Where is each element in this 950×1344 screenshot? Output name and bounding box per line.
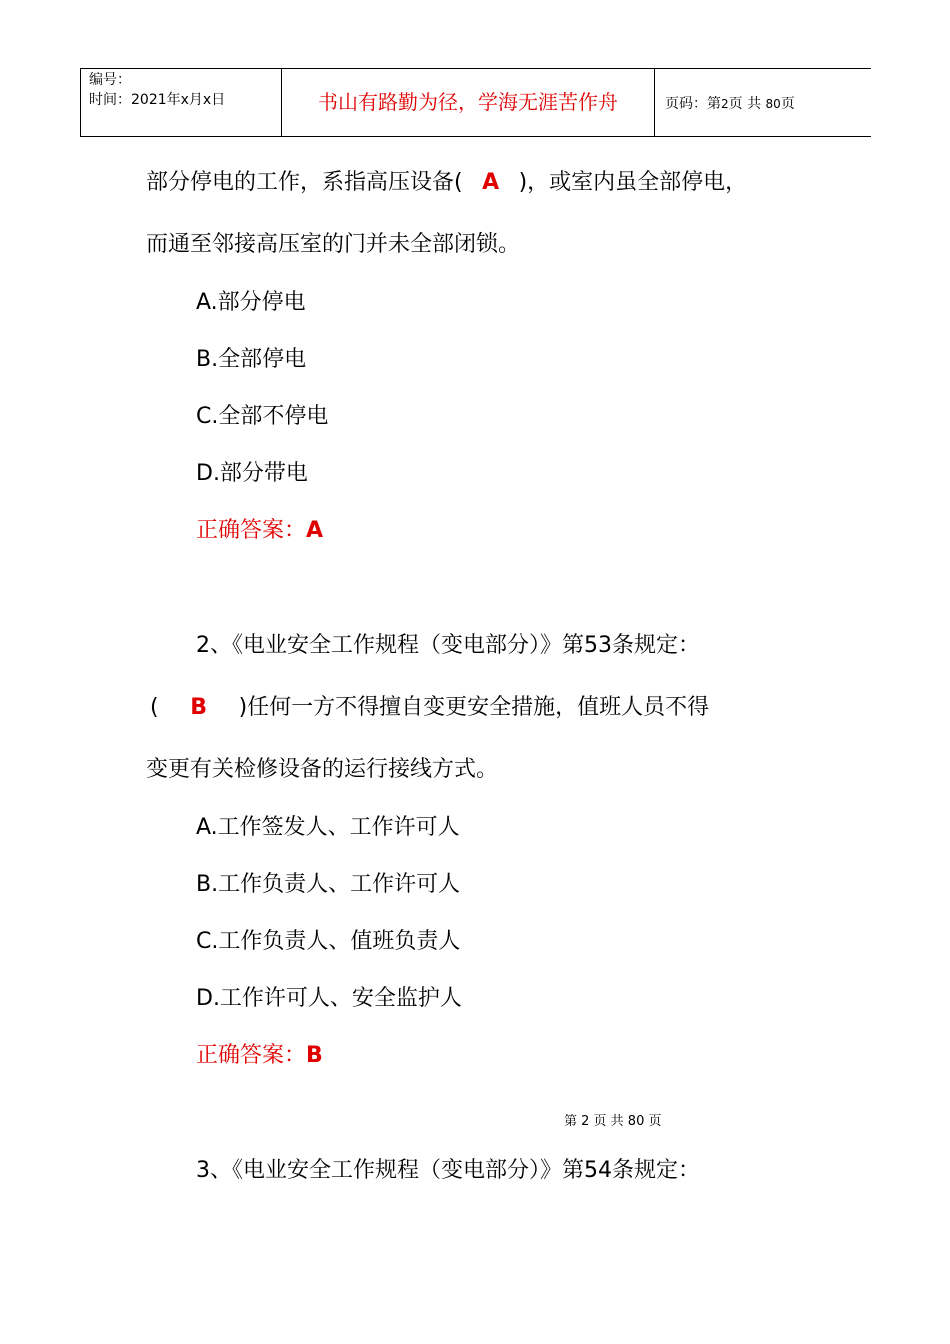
q2-answer-label: 正确答案：	[196, 1043, 307, 1068]
q2-option-a: A.工作签发人、工作许可人	[196, 815, 460, 840]
q2-correct-answer	[196, 1041, 323, 1071]
q1-blank-answer: A	[482, 170, 500, 195]
page-prefix: 页码：第	[665, 96, 721, 112]
header-page-cell	[655, 69, 871, 136]
q2-answer-value: B	[306, 1043, 323, 1068]
page-suffix: 页	[780, 96, 795, 112]
q2-line3: 变更有关检修设备的运行接线方式。	[146, 757, 499, 782]
q2-blank-answer: B	[190, 695, 207, 720]
q2-line2-rest: )任何一方不得擅自变更安全措施，值班人员不得	[238, 695, 710, 720]
q1-answer-label: 正确答案：	[196, 518, 307, 543]
q1-option-c: C.全部不停电	[196, 404, 329, 429]
document-header	[80, 68, 871, 137]
q2-line2	[150, 693, 709, 723]
header-meta-cell	[81, 69, 282, 136]
q1-option-b: B.全部停电	[196, 347, 307, 372]
q2-option-d: D.工作许可人、安全监护人	[196, 986, 462, 1011]
number-label: 编号：	[89, 72, 131, 88]
time-label: 时间：2021年x月x日	[89, 92, 226, 108]
q1-line1-end: )，或室内虽全部停电，	[518, 170, 748, 195]
q1-line1	[146, 168, 747, 198]
q1-line2: 而通至邻接高压室的门并未全部闭锁。	[146, 232, 521, 257]
q2-line1: 2、《电业安全工作规程（变电部分）》第53条规定：	[196, 633, 700, 658]
q1-correct-answer	[196, 516, 323, 546]
q3-line1: 3、《电业安全工作规程（变电部分）》第54条规定：	[196, 1158, 700, 1183]
header-motto-cell	[282, 69, 655, 136]
q1-answer-value: A	[306, 518, 324, 543]
page-mid: 页 共	[728, 96, 762, 112]
q2-option-c: C.工作负责人、值班负责人	[196, 929, 461, 954]
page-total: 80	[765, 97, 781, 111]
q2-option-b: B.工作负责人、工作许可人	[196, 872, 461, 897]
q1-option-a: A.部分停电	[196, 290, 306, 315]
motto: 书山有路勤为径，学海无涯苦作舟	[318, 90, 618, 114]
page-number: 2	[721, 97, 729, 111]
page-footer: 第 2 页 共 80 页	[564, 1114, 662, 1129]
q2-line2-open: (	[150, 695, 159, 720]
page-indicator	[665, 93, 795, 113]
q1-option-d: D.部分带电	[196, 461, 308, 486]
q1-line1-start: 部分停电的工作，系指高压设备(	[146, 170, 463, 195]
